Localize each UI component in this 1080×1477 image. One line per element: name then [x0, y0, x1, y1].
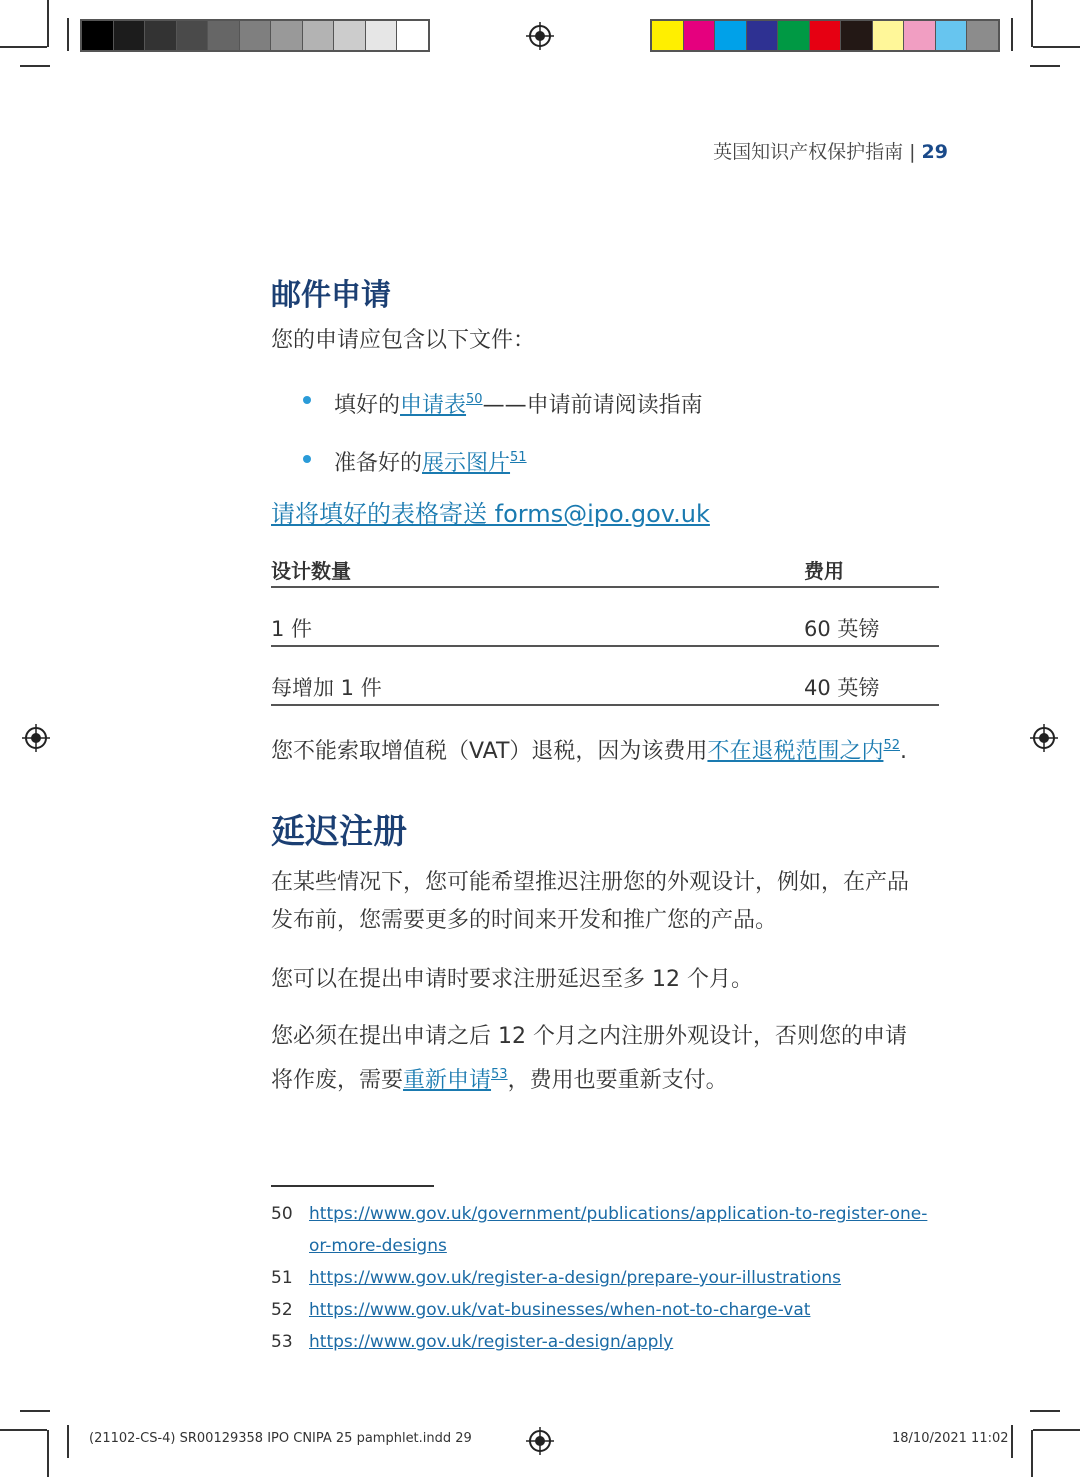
footnote-number: 50: [271, 1204, 293, 1224]
color-swatch: [810, 21, 842, 50]
color-swatch: [82, 21, 114, 50]
footnote-continuation: [271, 1230, 927, 1262]
color-swatch: [873, 21, 905, 50]
grayscale-bar: [80, 19, 430, 52]
crop-mark: [1031, 0, 1033, 47]
footnote-ref[interactable]: 51: [510, 450, 527, 465]
table-cell: 1 件: [271, 617, 313, 641]
table-cell: 每增加 1 件: [271, 676, 382, 700]
crop-mark: [1033, 46, 1080, 48]
crop-mark: [1031, 1430, 1033, 1477]
fee-table: [271, 542, 939, 706]
running-head: [713, 137, 948, 164]
color-swatch: [366, 21, 398, 50]
color-swatch: [652, 21, 684, 50]
crop-mark: [67, 1425, 69, 1458]
color-swatch: [145, 21, 177, 50]
vat-scope-link[interactable]: 不在退税范围之内: [707, 739, 884, 764]
table-header-row: [271, 542, 939, 588]
crop-mark: [1030, 1410, 1060, 1412]
footnote-number: 52: [271, 1300, 293, 1320]
registration-mark-icon: [22, 724, 50, 752]
page-number: 29: [921, 141, 948, 163]
table-cell: 60 英镑: [804, 617, 880, 641]
crop-mark: [47, 0, 49, 47]
color-swatch: [208, 21, 240, 50]
footnote-link[interactable]: https://www.gov.uk/government/publications/application-to-register-one-: [309, 1204, 928, 1224]
color-swatch: [114, 21, 146, 50]
footnote-divider: [271, 1185, 434, 1187]
slug-date-time: 18/10/2021 11:02: [892, 1431, 1009, 1446]
table-row: [271, 588, 939, 647]
crop-mark: [0, 1429, 47, 1431]
reapply-link[interactable]: 重新申请: [403, 1068, 492, 1093]
section-heading-mail-application: 邮件申请: [271, 278, 391, 313]
list-item: [334, 381, 703, 425]
paragraph-line: [271, 1056, 907, 1100]
vat-text: 您不能索取增值税（VAT）退税，因为该费用: [271, 739, 708, 764]
color-swatch: [177, 21, 209, 50]
table-header-fee: 费用: [804, 559, 844, 583]
footnote-link[interactable]: https://www.gov.uk/vat-businesses/when-not-to-charge-vat: [309, 1300, 811, 1320]
color-swatch: [747, 21, 779, 50]
registration-mark-icon: [526, 1427, 554, 1455]
crop-mark: [1030, 65, 1060, 67]
footnote-link[interactable]: https://www.gov.uk/register-a-design/apply: [309, 1332, 674, 1352]
color-swatch: [334, 21, 366, 50]
color-swatch: [936, 21, 968, 50]
crop-mark: [20, 65, 50, 67]
crop-mark: [0, 46, 47, 48]
color-swatch: [684, 21, 716, 50]
intro-text: 您的申请应包含以下文件：: [271, 328, 536, 353]
footnote: [271, 1262, 927, 1294]
vat-text: .: [900, 739, 907, 764]
footnotes: [271, 1198, 927, 1358]
section-heading-deferred-registration: 延迟注册: [271, 812, 407, 852]
color-bar: [650, 19, 1000, 52]
paragraph-line: 您必须在提出申请之后 12 个月之内注册外观设计，否则您的申请: [271, 1024, 907, 1049]
table-header-quantity: 设计数量: [271, 559, 351, 583]
color-swatch: [715, 21, 747, 50]
footnote: [271, 1198, 927, 1230]
send-forms-email-link[interactable]: 请将填好的表格寄送 forms@ipo.gov.uk: [271, 500, 710, 528]
paragraph: [271, 864, 909, 940]
color-swatch: [841, 21, 873, 50]
bullet-dot: [303, 396, 311, 404]
list-item-text: 准备好的: [334, 451, 423, 476]
paragraph-line: 发布前，您需要更多的时间来开发和推广您的产品。: [271, 908, 778, 933]
registration-mark-icon: [1030, 724, 1058, 752]
footnote: [271, 1326, 927, 1358]
list-item-text: 填好的: [334, 393, 401, 418]
footnote: [271, 1294, 927, 1326]
table-cell: 40 英镑: [804, 676, 880, 700]
color-swatch: [904, 21, 936, 50]
footnote-number: 51: [271, 1268, 293, 1288]
footnote-ref[interactable]: 53: [491, 1067, 508, 1082]
footnote-number: 53: [271, 1332, 293, 1352]
color-swatch: [240, 21, 272, 50]
footnote-link[interactable]: or-more-designs: [309, 1236, 447, 1256]
footnote-ref[interactable]: 52: [883, 738, 900, 753]
illustrations-link[interactable]: 展示图片: [422, 451, 511, 476]
color-swatch: [778, 21, 810, 50]
list-item: [334, 439, 527, 483]
paragraph: [271, 1018, 907, 1100]
running-head-title: 英国知识产权保护指南 |: [713, 141, 922, 163]
crop-mark: [20, 1410, 50, 1412]
paragraph-text: 将作废，需要: [271, 1068, 404, 1093]
slug-file-info: (21102-CS-4) SR00129358 IPO CNIPA 25 pamphlet.indd 29: [89, 1431, 472, 1446]
bullet-dot: [303, 455, 311, 463]
crop-mark: [1033, 1429, 1080, 1431]
paragraph-text: ，费用也要重新支付。: [507, 1068, 728, 1093]
paragraph: 您可以在提出申请时要求注册延迟至多 12 个月。: [271, 967, 753, 992]
paragraph-line: 在某些情况下，您可能希望推迟注册您的外观设计，例如，在产品: [271, 870, 910, 895]
registration-mark-icon: [526, 22, 554, 50]
crop-mark: [47, 1430, 49, 1477]
footnote-ref[interactable]: 50: [466, 392, 483, 407]
application-form-link[interactable]: 申请表: [400, 393, 467, 418]
vat-note: [271, 727, 907, 771]
footnote-link[interactable]: https://www.gov.uk/register-a-design/prepare-your-illustrations: [309, 1268, 842, 1288]
color-swatch: [967, 21, 998, 50]
list-item-text: ——申请前请阅读指南: [482, 393, 703, 418]
crop-mark: [67, 18, 69, 51]
crop-mark: [1011, 1425, 1013, 1458]
color-swatch: [271, 21, 303, 50]
color-swatch: [303, 21, 335, 50]
table-row: [271, 647, 939, 706]
crop-mark: [1011, 18, 1013, 51]
color-swatch: [397, 21, 428, 50]
